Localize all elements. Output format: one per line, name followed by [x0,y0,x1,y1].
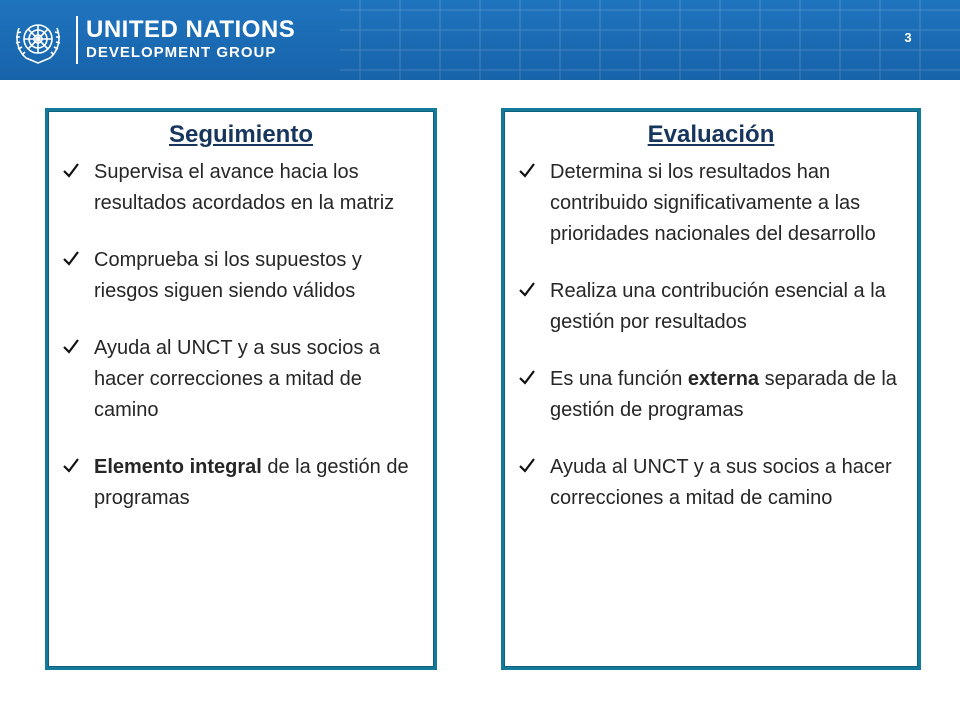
seguimiento-panel [45,108,437,670]
panel-title: Seguimiento [168,121,313,148]
list-item [48,333,434,426]
bullet-bold-text: externa [687,368,760,390]
list-item [48,452,434,514]
bullet-bold-text: Elemento integral [94,456,262,478]
checkmark-icon [518,457,536,475]
list-item [504,276,918,338]
page-number: 3 [904,30,912,45]
panel-title: Evaluación [647,121,775,148]
bullet-list [504,157,918,514]
checkmark-icon [62,162,80,180]
evaluacion-panel [501,108,921,670]
checkmark-icon [518,281,536,299]
header-divider [76,16,78,64]
bullet-text: Realiza una contribución esencial a la gestión por resultados [550,280,886,333]
list-item [48,245,434,307]
list-item [504,157,918,250]
un-emblem-icon [12,14,64,66]
organization-name: UNITED NATIONS [86,16,296,43]
organization-subname: DEVELOPMENT GROUP [86,44,277,61]
bullet-text: Ayuda al UNCT y a sus socios a hacer correcciones a mitad de camino [550,456,892,509]
bullet-text: de la gestión de programas [94,456,409,509]
bullet-text: Comprueba si los supuestos y riesgos siguen siendo válidos [94,249,362,302]
list-item [48,157,434,219]
checkmark-icon [518,369,536,387]
bullet-list [48,157,434,514]
bullet-text: Determina si los resultados han contribuido significativamente a las prioridades nacionales del desarrollo [550,161,876,245]
checkmark-icon [62,338,80,356]
bullet-text: Supervisa el avance hacia los resultados acordados en la matriz [94,161,395,214]
bullet-text: Es una función [550,368,688,390]
checkmark-icon [62,457,80,475]
bullet-text: separada de la gestión de programas [550,368,897,421]
background-grid-pattern [340,0,960,80]
list-item [504,364,918,426]
checkmark-icon [62,250,80,268]
checkmark-icon [518,162,536,180]
bullet-text: Ayuda al UNCT y a sus socios a hacer correcciones a mitad de camino [94,337,381,421]
list-item [504,452,918,514]
header-banner [0,0,960,80]
